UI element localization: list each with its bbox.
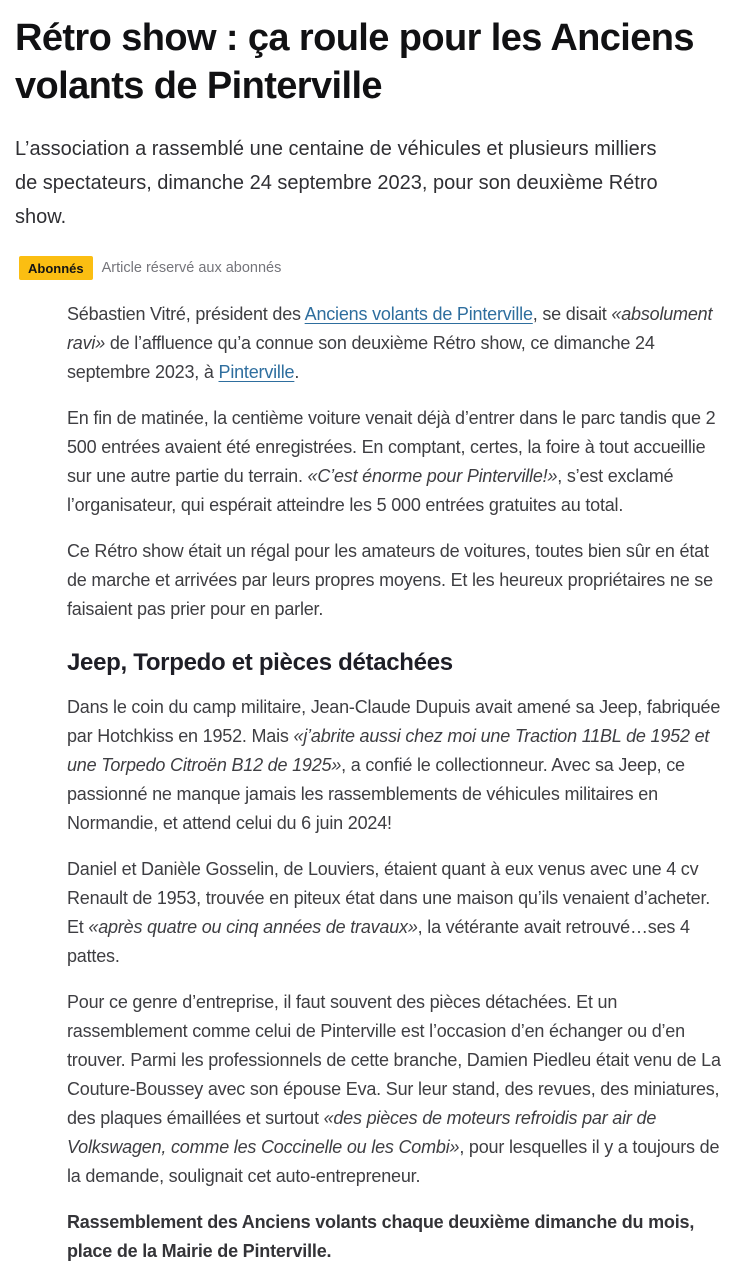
article-standfirst: L’association a rassemblé une centaine de véhicules et plusieurs milliers de spectateurs, dimanche 24 septembre 2023, pour son deuxième Rétro show. (15, 138, 658, 228)
article-title: Rétro show : ça roule pour les Anciens volants de Pinterville (15, 17, 694, 107)
subscriber-badge-row (19, 256, 733, 280)
body-text: Ce Rétro show était un régal pour les amateurs de voitures, toutes bien sûr en état de marche et arrivées par leurs propres moyens. Et les heureux propriétaires ne se faisaient pas prier pour en parler. (67, 541, 713, 619)
section-heading: Jeep, Torpedo et pièces détachées (67, 649, 453, 676)
inline-quote: «après quatre ou cinq années de travaux» (88, 917, 418, 937)
body-text: de l’affluence qu’a connue son deuxième Rétro show, ce dimanche 24 septembre 2023, à (67, 333, 655, 382)
body-text: , la vétérante avait retrouvé…ses 4 pattes. (67, 917, 690, 966)
inline-quote: «j’abrite aussi chez moi une Traction 11BL de 1952 et une Torpedo Citroën B12 de 1925» (67, 726, 710, 775)
inline-quote: «des pièces de moteurs refroidis par air de Volkswagen, comme les Coccinelle ou les Combi» (67, 1108, 657, 1157)
inline-quote: «C’est énorme pour Pinterville!» (307, 466, 558, 486)
body-text: . (294, 362, 300, 382)
body-text: Daniel et Danièle Gosselin, de Louviers, étaient quant à eux venus avec une 4 cv Renault de 1953, trouvée en piteux état dans une maison qu’ils venaient d’acheter. Et (67, 859, 711, 937)
inline-link[interactable]: Pinterville (218, 362, 295, 382)
body-paragraph (67, 693, 731, 838)
inline-quote: «absolument ravi» (67, 304, 713, 353)
body-text: , s’est exclamé l’organisateur, qui espérait atteindre les 5 000 entrées gratuites au total. (67, 466, 674, 515)
bold-paragraph: Rassemblement des Anciens volants chaque deuxième dimanche du mois, place de la Mairie de Pinterville. (67, 1212, 695, 1261)
article-body (67, 300, 731, 1266)
body-paragraph (67, 404, 731, 520)
body-text: En fin de matinée, la centième voiture venait déjà d’entrer dans le parc tandis que 2 500 entrées avaient été enregistrées. En comptant, certes, la foire à tout accueillie sur une autre partie du terrain. (67, 408, 716, 486)
body-text: , a confié le collectionneur. Avec sa Jeep, ce passionné ne manque jamais les rassemblements de véhicules militaires en Normandie, et attend celui du 6 juin 2024! (67, 755, 685, 833)
subscribers-badge-note: Article réservé aux abonnés (101, 260, 282, 276)
body-text: , se disait (532, 304, 612, 324)
body-text: Sébastien Vitré, président des (67, 304, 305, 324)
body-paragraph (67, 537, 731, 624)
body-paragraph (67, 855, 731, 971)
body-paragraph (67, 988, 731, 1191)
inline-link[interactable]: Anciens volants de Pinterville (304, 304, 533, 324)
subscribers-badge: Abonnés (19, 256, 93, 280)
body-text: , pour lesquelles il y a toujours de la demande, soulignait cet auto-entrepreneur. (67, 1137, 720, 1186)
body-text: Pour ce genre d’entreprise, il faut souvent des pièces détachées. Et un rassemblement comme celui de Pinterville est l’occasion d’en échanger ou d’en trouver. Parmi les professionnels de cette branche, Damien Piedleu était venu de La Couture-Boussey avec son épouse Eva. Sur leur stand, des revues, des miniatures, des plaques émaillées et surtout (67, 992, 721, 1128)
body-paragraph (67, 300, 731, 387)
body-text: Dans le coin du camp militaire, Jean-Claude Dupuis avait amené sa Jeep, fabriquée par Hotchkiss en 1952. Mais (67, 697, 721, 746)
